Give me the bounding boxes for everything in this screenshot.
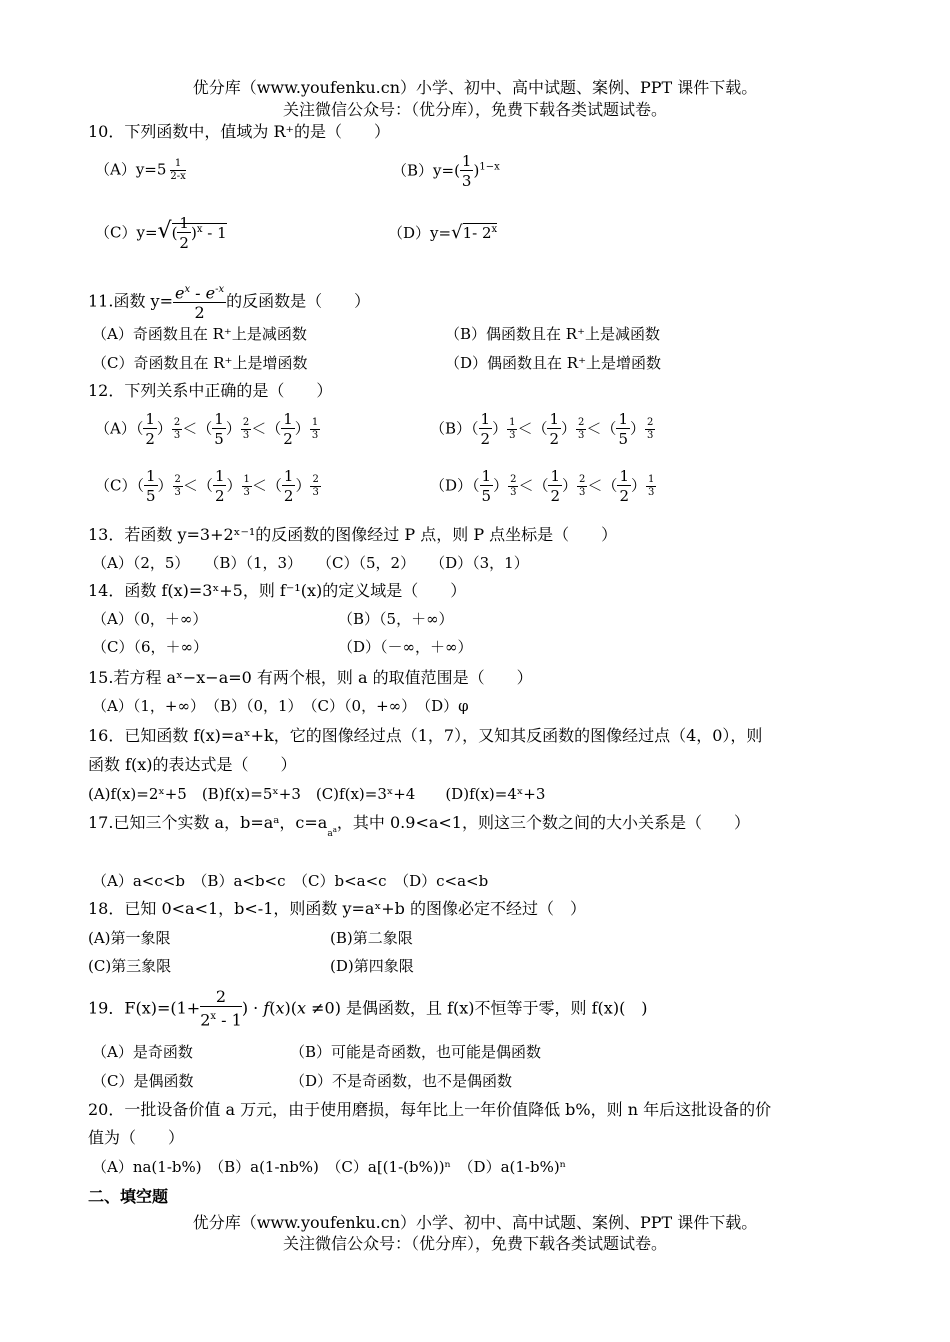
- q10-option-a: （A）y=5 $\frac{1}{2-x}$: [95, 158, 186, 182]
- q15-options: （A）（1，+∞） （B）（0，1） （C）（0，+∞） （D）φ: [92, 697, 469, 715]
- q12-option-a: （A）（ $\frac{1}{2}$ ） $\frac{2}{3}$ ＜（ $\frac{1}{5}$ ） $\frac{2}{3}$ ＜（ $\frac{1}{2}$ ） $\frac{1}{3}$: [95, 410, 319, 448]
- footer-line-1: 优分库（www.youfenku.cn）小学、初中、高中试题、案例、PPT 课件下载。: [192, 1213, 758, 1232]
- q18-option-d: (D)第四象限: [330, 957, 414, 975]
- q10-option-d: （D）y=√1- 2$^x$: [388, 222, 498, 243]
- q14-stem: 14．函数 f(x)=3ˣ+5，则 f⁻¹(x)的定义域是（ ）: [88, 581, 467, 600]
- q12-stem: 12．下列关系中正确的是（ ）: [88, 381, 333, 400]
- q11-option-b: （B）偶函数且在 R⁺上是减函数: [445, 325, 661, 343]
- q17-options: （A）a<c<b （B）a<b<c （C）b<a<c （D）c<a<b: [92, 872, 489, 890]
- q14-option-a: （A）（0，＋∞）: [92, 610, 208, 628]
- q12-option-b: （B）（ $\frac{1}{2}$ ） $\frac{1}{3}$ ＜（ $\frac{1}{2}$ ） $\frac{2}{3}$ ＜（ $\frac{1}{5}$ ） $\frac{2}{3}$: [430, 410, 654, 448]
- q18-option-a: (A)第一象限: [88, 929, 171, 947]
- q18-option-c: (C)第三象限: [88, 957, 172, 975]
- q16-line-1: 16．已知函数 f(x)=aˣ+k，它的图像经过点（1，7），又知其反函数的图像经过点（4，0），则: [88, 726, 763, 745]
- q12-option-c: （C）（ $\frac{1}{5}$ ） $\frac{2}{3}$ ＜（ $\frac{1}{2}$ ） $\frac{1}{3}$ ＜（ $\frac{1}{2}$ ） $\frac{2}{3}$: [95, 467, 319, 505]
- q19-option-b: （B）可能是奇函数，也可能是偶函数: [290, 1043, 542, 1061]
- q14-option-c: （C）（6，＋∞）: [92, 638, 209, 656]
- q11-option-a: （A）奇函数且在 R⁺上是减函数: [92, 325, 307, 343]
- q14-option-b: （B）（5，＋∞）: [338, 610, 454, 628]
- q14-option-d: （D）（－∞，＋∞）: [338, 638, 473, 656]
- q17-stem: 17.已知三个实数 a，b=aᵃ，$c=a_{a^a}$，其中 0.9<a<1，则这三个数之间的大小关系是（ ）: [88, 813, 750, 839]
- header-line-2: 关注微信公众号：（优分库），免费下载各类试题试卷。: [282, 100, 667, 119]
- q19-option-c: （C）是偶函数: [92, 1072, 194, 1090]
- q18-option-b: (B)第二象限: [330, 929, 413, 947]
- q12-option-d: （D）（ $\frac{1}{5}$ ） $\frac{2}{3}$ ＜（ $\frac{1}{2}$ ） $\frac{2}{3}$ ＜（ $\frac{1}{2}$ ） $\frac{1}{3}$: [430, 467, 655, 505]
- footer-line-2: 关注微信公众号：（优分库），免费下载各类试题试卷。: [282, 1234, 667, 1253]
- q19-option-a: （A）是奇函数: [92, 1043, 193, 1061]
- q11-option-d: （D）偶函数且在 R⁺上是增函数: [445, 354, 662, 372]
- q11-stem: 11.函数 y= $\frac{e^x - e^{-x}}{2}$ 的反函数是（ ）: [88, 281, 370, 323]
- q16-line-2: 函数 f(x)的表达式是（ ）: [88, 755, 297, 774]
- q11-option-c: （C）奇函数且在 R⁺上是增函数: [92, 354, 308, 372]
- header-line-1: 优分库（www.youfenku.cn）小学、初中、高中试题、案例、PPT 课件下载。: [192, 78, 758, 97]
- q19-stem: 19．F(x)=(1+ $\frac{2}{2^x - 1}$ ) · f(x)(x ≠0) 是偶函数，且 f(x)不恒等于零，则 f(x)( ): [88, 987, 648, 1030]
- q15-stem: 15.若方程 aˣ−x−a=0 有两个根，则 a 的取值范围是（ ）: [88, 668, 533, 687]
- q10-option-b: （B）y=( $\frac{1}{3}$ )$^{1-x}$: [392, 152, 500, 190]
- q13-options: （A）（2，5） （B）（1，3） （C）（5，2） （D）（3，1）: [92, 554, 529, 572]
- section-title-fill-in: 二、填空题: [88, 1187, 169, 1206]
- q18-stem: 18．已知 0<a<1，b<-1，则函数 y=aˣ+b 的图像必定不经过（ ）: [88, 899, 586, 918]
- q10-option-c: （C）y=√( $\frac{1}{2}$ )$^x$ - 1: [95, 214, 227, 252]
- q20-line-2: 值为（ ）: [88, 1128, 185, 1147]
- q16-options: (A)f(x)=2ˣ+5 (B)f(x)=5ˣ+3 (C)f(x)=3ˣ+4 (D)f(x)=4ˣ+3: [88, 785, 546, 803]
- q10-stem: 10．下列函数中，值域为 R⁺的是（ ）: [88, 122, 390, 141]
- q13-stem: 13．若函数 y=3+2ˣ⁻¹的反函数的图像经过 P 点，则 P 点坐标是（ ）: [88, 525, 618, 544]
- q20-options: （A）na(1-b%) （B）a(1-nb%) （C）a[(1-(b%))ⁿ （D）a(1-b%)ⁿ: [92, 1158, 567, 1176]
- q20-line-1: 20．一批设备价值 a 万元，由于使用磨损，每年比上一年价值降低 b%，则 n 年后这批设备的价: [88, 1100, 772, 1119]
- q19-option-d: （D）不是奇函数，也不是偶函数: [290, 1072, 513, 1090]
